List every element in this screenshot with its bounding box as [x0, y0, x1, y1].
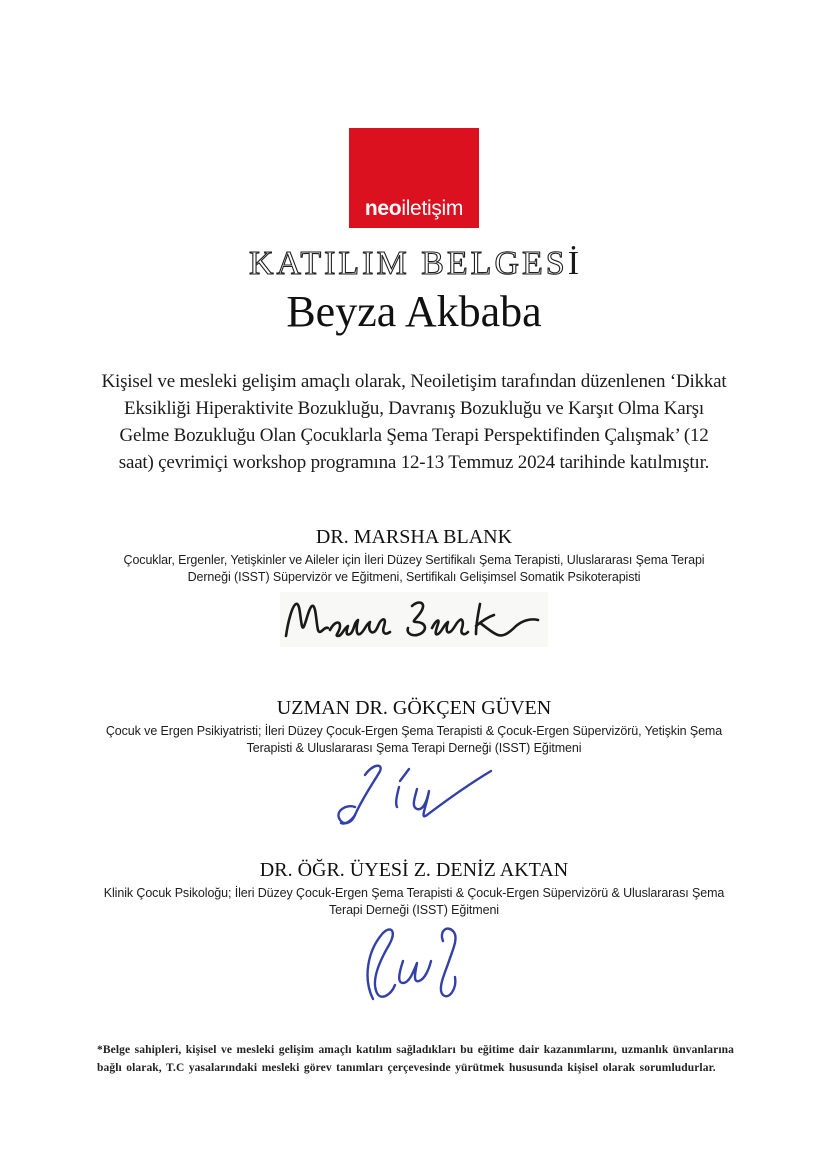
signer3-signature-area — [0, 919, 828, 1012]
signer3-signature-handwriting — [339, 919, 489, 1007]
signer1-signature-strokes — [286, 603, 538, 636]
footer-line: bağlı olarak, T.C yasalarındaki mesleki görev tanımları çerçevesinde yürütmek hususunda kişisel olarak sorumludurlar. — [97, 1061, 716, 1074]
neoiletisim-logo — [349, 128, 479, 228]
certificate-title-outlined: KATILIM BELGES — [248, 245, 568, 282]
signer2-role — [0, 723, 828, 757]
signer1-role — [0, 552, 828, 586]
signer3-signature-strokes — [368, 929, 456, 999]
signer1-role-line: Çocuklar, Ergenler, Yetişkinler ve Aileler için İleri Düzey Sertifikalı Şema Terapisti, Uluslararası Şema Terapi — [123, 553, 705, 568]
certificate-title-solid-i: İ — [567, 245, 580, 282]
signer1-role-line: Derneği (ISST) Süpervizör ve Eğitmeni, Sertifikalı Gelişimsel Somatik Psikoterapisti — [187, 570, 641, 585]
signer2-role-line: Çocuk ve Ergen Psikiyatristi; İleri Düzey Çocuk-Ergen Şema Terapisti & Çocuk-Ergen Süpervizörü, Yetişkin Şema — [105, 724, 723, 739]
signer3-name: DR. ÖĞR. ÜYESİ Z. DENİZ AKTAN — [259, 859, 569, 882]
logo-text-neo: neo — [364, 197, 402, 220]
logo-wordmark — [365, 198, 463, 219]
footer-disclaimer — [97, 1042, 737, 1077]
body-line: Kişisel ve mesleki gelişim amaçlı olarak, Neoiletişim tarafından düzenlenen ‘Dikkat — [101, 371, 727, 393]
signer3-role — [0, 885, 828, 919]
logo-text-iletisim: iletişim — [401, 197, 464, 220]
signer2-name: UZMAN DR. GÖKÇEN GÜVEN — [276, 697, 552, 720]
signer2-signature-handwriting — [319, 757, 509, 829]
signer1-signature-handwriting — [280, 592, 548, 647]
signer1-signature-area — [0, 592, 828, 652]
body-line: saat) çevrimiçi workshop programına 12-13 Temmuz 2024 tarihinde katılmıştır. — [118, 452, 710, 474]
certificate-title — [0, 244, 828, 285]
body-line: Eksikliği Hiperaktivite Bozukluğu, Davranış Bozukluğu ve Karşıt Olma Karşı — [124, 398, 704, 420]
signer3-role-line: Terapi Derneği (ISST) Eğitmeni — [329, 903, 499, 918]
signer1-name: DR. MARSHA BLANK — [315, 526, 513, 549]
body-line: Gelme Bozukluğu Olan Çocuklarla Şema Terapi Perspektifinden Çalışmak’ (12 — [119, 425, 709, 447]
signer2-signature-strokes — [338, 766, 491, 824]
footer-line: *Belge sahipleri, kişisel ve mesleki gelişim amaçlı katılım sağladıkları bu eğitime dair kazanımlarını, uzmanlık ünvanlarına — [97, 1044, 734, 1057]
signer2-role-line: Terapisti & Uluslararası Şema Terapi Derneği (ISST) Eğitmeni — [246, 741, 582, 756]
signer3-role-line: Klinik Çocuk Psikoloğu; İleri Düzey Çocuk-Ergen Şema Terapisti & Çocuk-Ergen Süpervizörü & Uluslararası Şema — [103, 886, 725, 901]
signer2-signature-area — [0, 757, 828, 834]
recipient-name: Beyza Akbaba — [286, 286, 542, 336]
certificate-body-paragraph — [0, 369, 828, 477]
